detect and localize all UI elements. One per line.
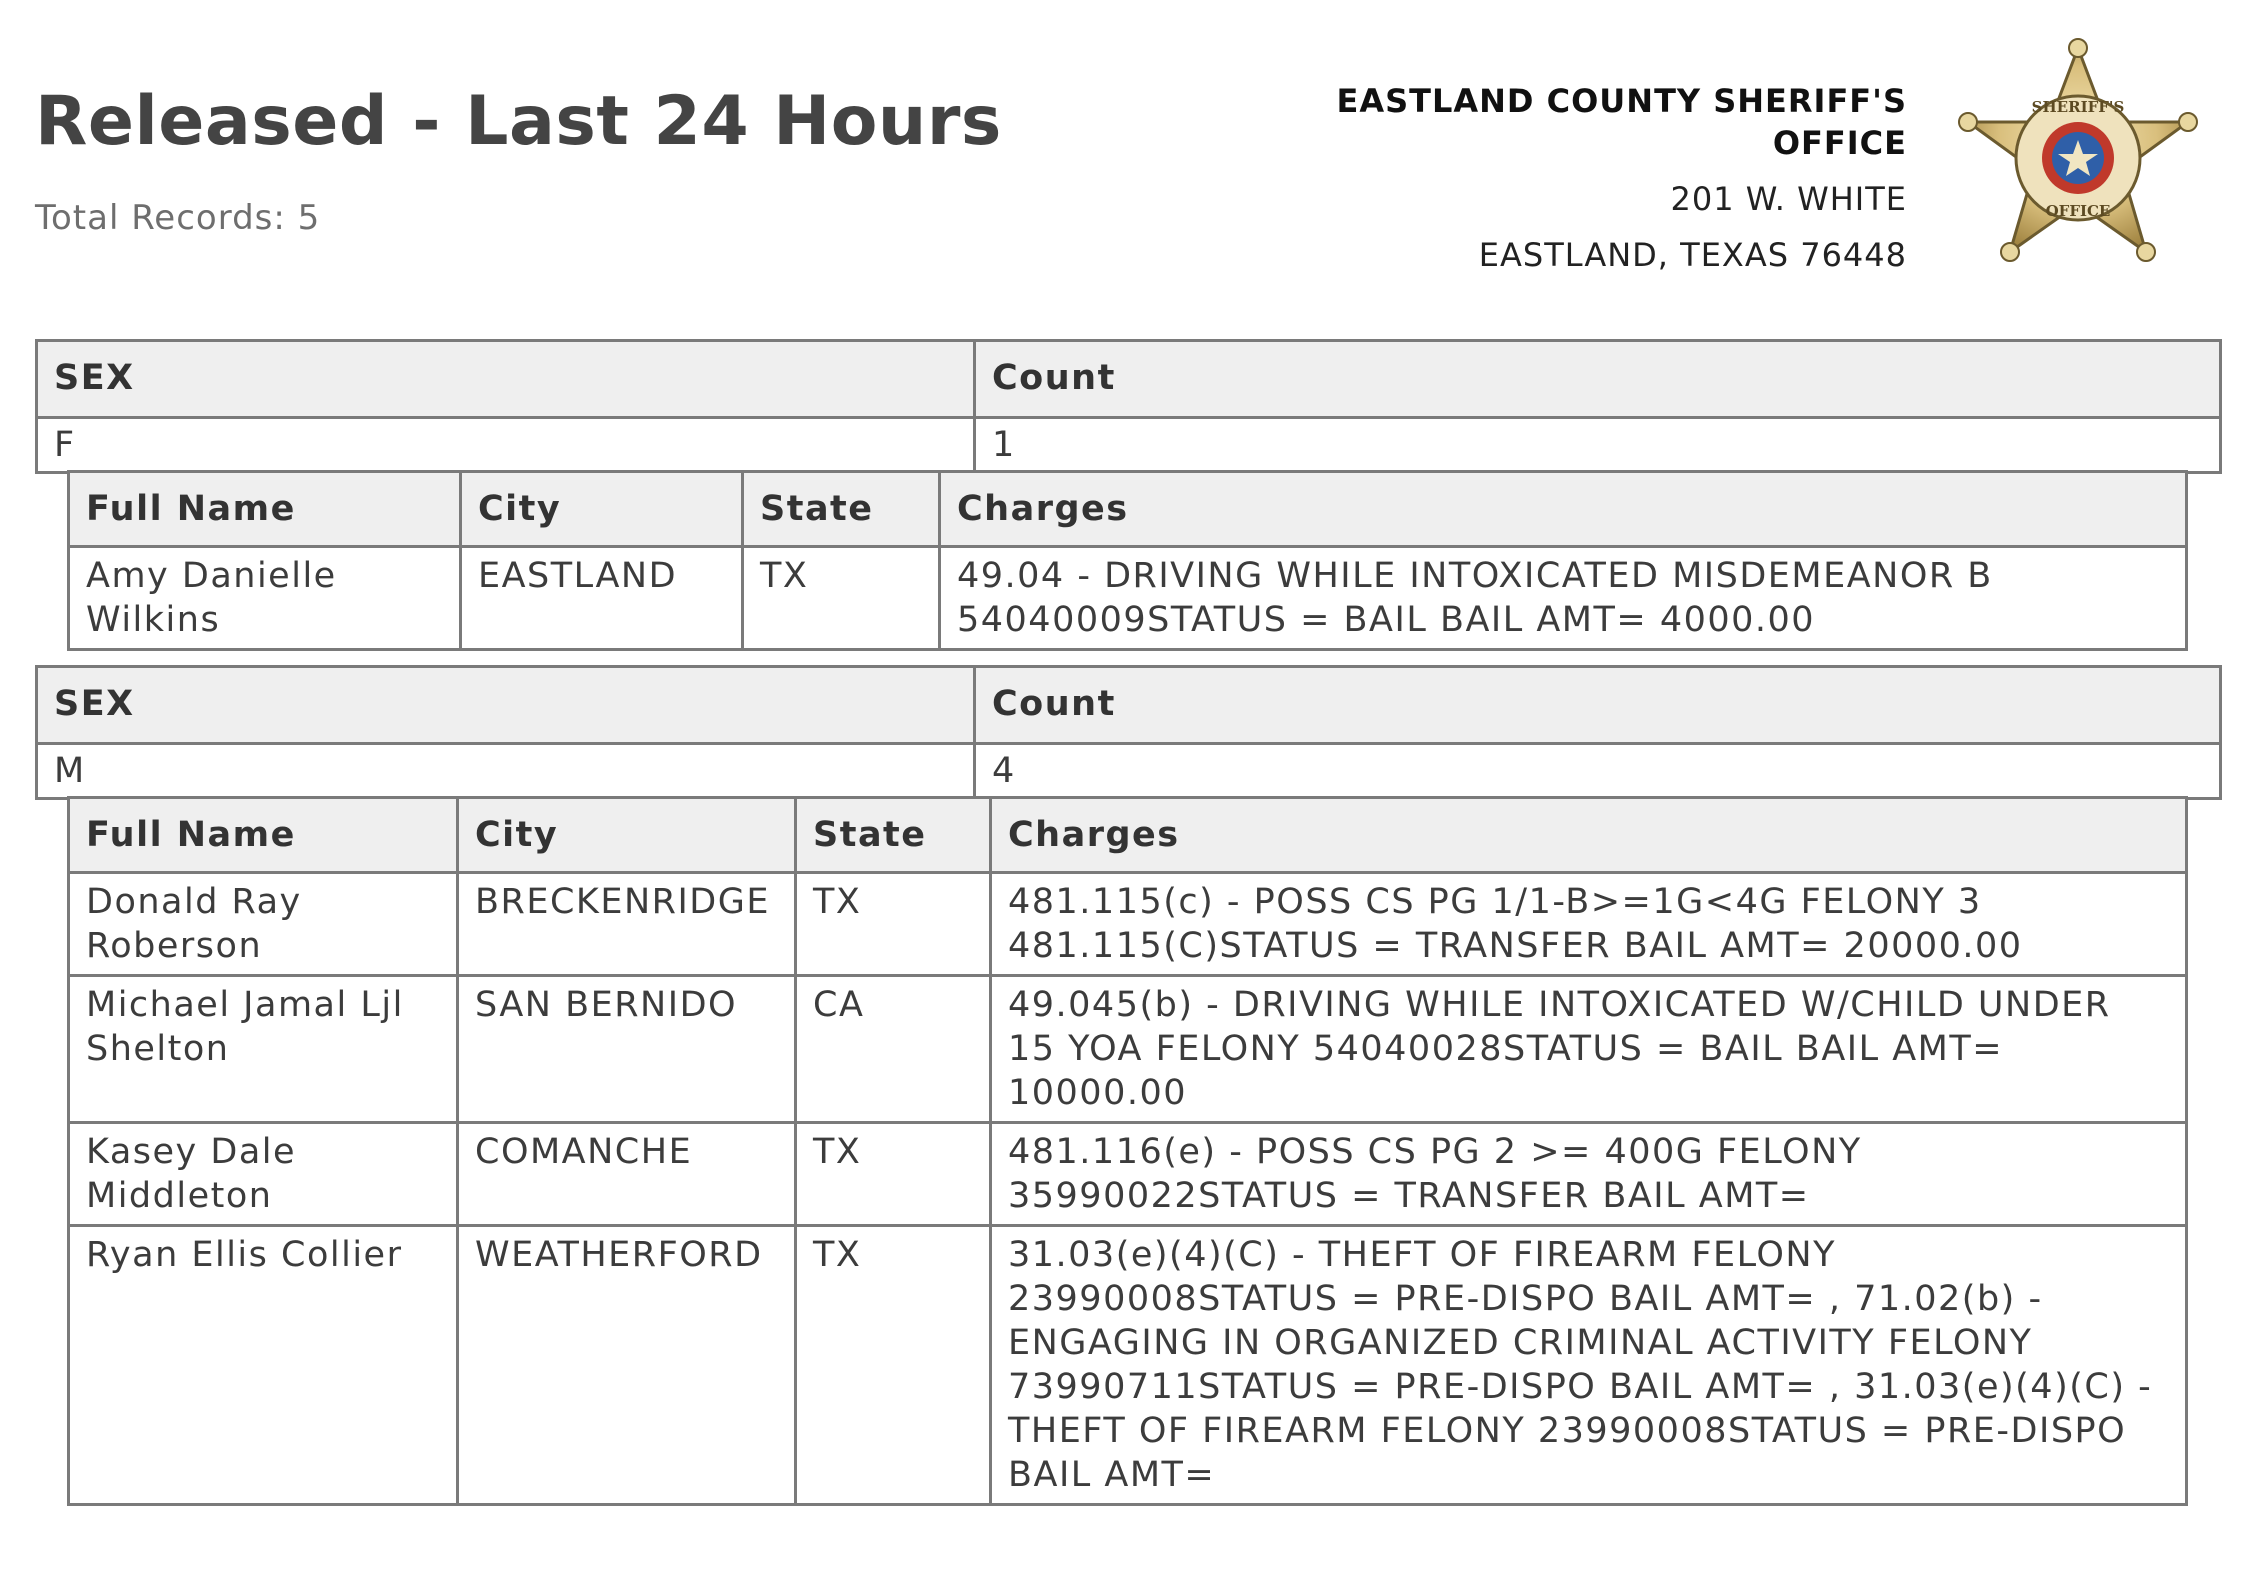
full-name-cell: Ryan Ellis Collier: [69, 1226, 458, 1505]
group-table-f: [35, 339, 2222, 474]
count-header: Count: [975, 341, 2221, 418]
table-row: [69, 547, 2187, 650]
state-cell: TX: [796, 1226, 991, 1505]
state-header: State: [796, 798, 991, 873]
charges-header: Charges: [991, 798, 2187, 873]
charges-cell: 481.115(c) - POSS CS PG 1/1-B>=1G<4G FELONY 3 481.115(C)STATUS = TRANSFER BAIL AMT= 20000.00: [991, 873, 2187, 976]
count-value: 4: [975, 744, 2221, 799]
agency-info: [1207, 80, 1907, 276]
sex-header: SEX: [37, 341, 975, 418]
city-header: City: [458, 798, 796, 873]
city-cell: SAN BERNIDO: [458, 976, 796, 1123]
table-row: [69, 1226, 2187, 1505]
table-row: [69, 1123, 2187, 1226]
full-name-cell: Amy Danielle Wilkins: [69, 547, 461, 650]
page-title: Released - Last 24 Hours: [35, 82, 1002, 161]
state-cell: CA: [796, 976, 991, 1123]
full-name-cell: Kasey Dale Middleton: [69, 1123, 458, 1226]
state-cell: TX: [796, 1123, 991, 1226]
sex-value: M: [37, 744, 975, 799]
total-records: Total Records: 5: [35, 198, 321, 238]
count-value: 1: [975, 418, 2221, 473]
state-cell: TX: [796, 873, 991, 976]
full-name-header: Full Name: [69, 472, 461, 547]
table-row: [69, 873, 2187, 976]
sheriff-star-badge-icon: [1938, 30, 2218, 310]
table-row: [69, 976, 2187, 1123]
city-cell: COMANCHE: [458, 1123, 796, 1226]
agency-address-line1: 201 W. WHITE: [1670, 180, 1907, 218]
full-name-header: Full Name: [69, 798, 458, 873]
badge-text-bottom: OFFICE: [2045, 202, 2111, 220]
agency-address-line2: EASTLAND, TEXAS 76448: [1478, 236, 1907, 274]
agency-name: EASTLAND COUNTY SHERIFF'S OFFICE: [1336, 82, 1907, 162]
charges-cell: 49.04 - DRIVING WHILE INTOXICATED MISDEMEANOR B 54040009STATUS = BAIL BAIL AMT= 4000.00: [940, 547, 2187, 650]
city-cell: BRECKENRIDGE: [458, 873, 796, 976]
count-header: Count: [975, 667, 2221, 744]
charges-header: Charges: [940, 472, 2187, 547]
full-name-cell: Michael Jamal Ljl Shelton: [69, 976, 458, 1123]
charges-cell: 481.116(e) - POSS CS PG 2 >= 400G FELONY 35990022STATUS = TRANSFER BAIL AMT=: [991, 1123, 2187, 1226]
records-table-m: [67, 796, 2188, 1506]
city-cell: EASTLAND: [461, 547, 743, 650]
sex-value: F: [37, 418, 975, 473]
group-table-m: [35, 665, 2222, 800]
badge-text-top: SHERIFF'S: [2031, 98, 2125, 116]
charges-cell: 49.045(b) - DRIVING WHILE INTOXICATED W/CHILD UNDER 15 YOA FELONY 54040028STATUS = BAIL BAIL AMT= 10000.00: [991, 976, 2187, 1123]
state-header: State: [743, 472, 940, 547]
sex-header: SEX: [37, 667, 975, 744]
city-cell: WEATHERFORD: [458, 1226, 796, 1505]
full-name-cell: Donald Ray Roberson: [69, 873, 458, 976]
charges-cell: 31.03(e)(4)(C) - THEFT OF FIREARM FELONY 23990008STATUS = PRE-DISPO BAIL AMT= , 71.02(b) - ENGAGING IN ORGANIZED CRIMINAL ACTIVITY FELONY 73990711STATUS = PRE-DISPO BAIL AMT= , 31.03(e)(4)(C) - THEFT OF FIREARM FELONY 23990008STATUS = PRE-DISPO BAIL AMT=: [991, 1226, 2187, 1505]
records-table-f: [67, 470, 2188, 651]
state-cell: TX: [743, 547, 940, 650]
city-header: City: [461, 472, 743, 547]
